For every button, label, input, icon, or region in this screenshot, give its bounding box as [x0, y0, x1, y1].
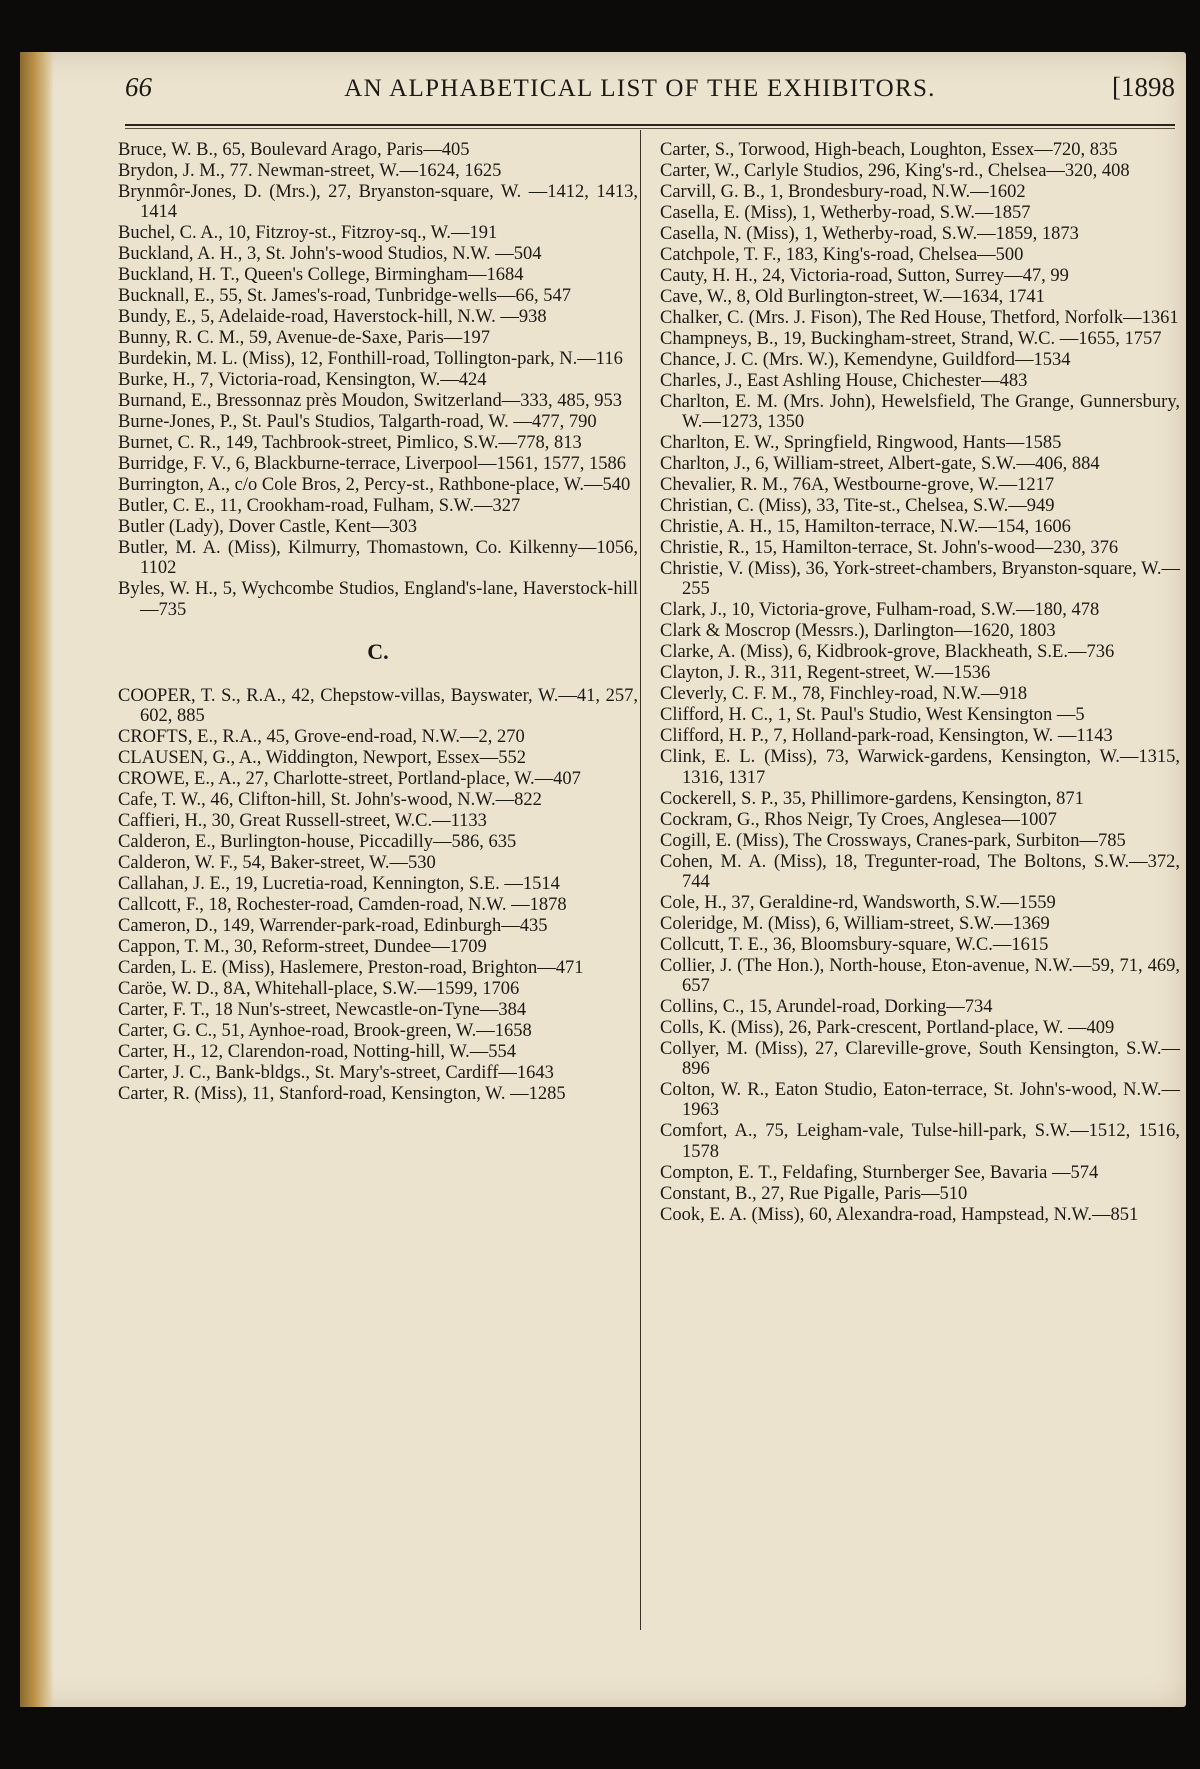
exhibitor-entry: Carvill, G. B., 1, Brondesbury-road, N.W.—1602	[660, 182, 1026, 202]
exhibitor-entry: Bucknall, E., 55, St. James's-road, Tunbridge-wells—66, 547	[118, 286, 571, 307]
exhibitor-entry: Collyer, M. (Miss), 27, Clareville-grove, South Kensington, S.W.—896	[660, 1039, 1180, 1080]
exhibitor-entry: Cohen, M. A. (Miss), 18, Tregunter-road, The Boltons, S.W.—372, 744	[660, 851, 1180, 892]
exhibitor-entry: Cauty, H. H., 24, Victoria-road, Sutton, Surrey—47, 99	[660, 266, 1069, 286]
exhibitor-entry: Cole, H., 37, Geraldine-rd, Wandsworth, S.W.—1559	[660, 892, 1056, 913]
exhibitor-entry: Burke, H., 7, Victoria-road, Kensington, W.—424	[118, 370, 487, 391]
exhibitor-entry: Cogill, E. (Miss), The Crossways, Cranes-park, Surbiton—785	[660, 830, 1126, 851]
exhibitor-entry: Clark, J., 10, Victoria-grove, Fulham-road, S.W.—180, 478	[660, 600, 1100, 621]
exhibitor-entry: Constant, B., 27, Rue Pigalle, Paris—510	[660, 1183, 968, 1204]
exhibitor-entry: Cockerell, S. P., 35, Phillimore-gardens, Kensington, 871	[660, 788, 1084, 809]
exhibitor-entry: Compton, E. T., Feldafing, Sturnberger See, Bavaria —574	[660, 1162, 1099, 1183]
exhibitor-entry: Chalker, C. (Mrs. J. Fison), The Red House, Thetford, Norfolk—1361	[660, 308, 1179, 328]
exhibitor-entry: Brynmôr-Jones, D. (Mrs.), 27, Bryanston-square, W. —1412, 1413, 1414	[118, 182, 638, 223]
exhibitor-entry: Caröe, W. D., 8A, Whitehall-place, S.W.—1599, 1706	[118, 979, 520, 1000]
exhibitor-entry: Clink, E. L. (Miss), 73, Warwick-gardens, Kensington, W.—1315, 1316, 1317	[660, 747, 1180, 788]
exhibitor-entry: Carden, L. E. (Miss), Haslemere, Preston-road, Brighton—471	[118, 958, 584, 979]
exhibitor-entry: COOPER, T. S., R.A., 42, Chepstow-villas, Bayswater, W.—41, 257, 602, 885	[118, 686, 638, 727]
exhibitor-entry: Butler, M. A. (Miss), Kilmurry, Thomastown, Co. Kilkenny—1056, 1102	[118, 538, 638, 579]
exhibitor-entry: Christie, V. (Miss), 36, York-street-chambers, Bryanston-square, W.—255	[660, 559, 1180, 600]
c-entries	[118, 686, 638, 1104]
exhibitor-entry: Butler (Lady), Dover Castle, Kent—303	[118, 517, 418, 538]
right-column	[660, 140, 1180, 1226]
exhibitor-entry: Charlton, J., 6, William-street, Albert-gate, S.W.—406, 884	[660, 454, 1100, 475]
exhibitor-entry: Cappon, T. M., 30, Reform-street, Dundee—1709	[118, 937, 487, 958]
exhibitor-entry: Bunny, R. C. M., 59, Avenue-de-Saxe, Paris—197	[118, 328, 491, 349]
exhibitor-entry: Cockram, G., Rhos Neigr, Ty Croes, Anglesea—1007	[660, 809, 1057, 830]
exhibitor-entry: Carter, S., Torwood, High-beach, Loughton, Essex—720, 835	[660, 140, 1118, 160]
exhibitor-entry: Burdekin, M. L. (Miss), 12, Fonthill-road, Tollington-park, N.—116	[118, 349, 623, 370]
exhibitor-entry: Cameron, D., 149, Warrender-park-road, Edinburgh—435	[118, 916, 548, 937]
exhibitor-entry: Cleverly, C. F. M., 78, Finchley-road, N.W.—918	[660, 684, 1028, 705]
exhibitor-entry: Bruce, W. B., 65, Boulevard Arago, Paris—405	[118, 140, 470, 160]
page-gutter	[20, 52, 54, 1707]
b-entries	[118, 140, 638, 620]
running-header	[125, 72, 1175, 116]
exhibitor-entry: Burridge, F. V., 6, Blackburne-terrace, Liverpool—1561, 1577, 1586	[118, 454, 627, 475]
exhibitor-entry: Cave, W., 8, Old Burlington-street, W.—1634, 1741	[660, 287, 1045, 307]
exhibitor-entry: Burnand, E., Bressonnaz près Moudon, Switzerland—333, 485, 953	[118, 391, 623, 412]
exhibitor-entry: Champneys, B., 19, Buckingham-street, Strand, W.C. —1655, 1757	[660, 329, 1162, 349]
exhibitor-entry: Charlton, E. M. (Mrs. John), Hewelsfield, The Grange, Gunnersbury, W.—1273, 1350	[660, 392, 1180, 433]
exhibitor-entry: CROWE, E., A., 27, Charlotte-street, Portland-place, W.—407	[118, 769, 581, 790]
exhibitor-entry: Burne-Jones, P., St. Paul's Studios, Talgarth-road, W. —477, 790	[118, 412, 597, 433]
exhibitor-entry: Carter, J. C., Bank-bldgs., St. Mary's-street, Cardiff—1643	[118, 1063, 554, 1084]
exhibitor-entry: Collier, J. (The Hon.), North-house, Eton-avenue, N.W.—59, 71, 469, 657	[660, 955, 1180, 997]
exhibitor-entry: Calderon, E., Burlington-house, Piccadilly—586, 635	[118, 832, 517, 853]
exhibitor-entry: CROFTS, E., R.A., 45, Grove-end-road, N.W.—2, 270	[118, 727, 525, 748]
exhibitor-entry: Burrington, A., c/o Cole Bros, 2, Percy-st., Rathbone-place, W.—540	[118, 475, 631, 496]
exhibitor-entry: Clifford, H. C., 1, St. Paul's Studio, West Kensington —5	[660, 705, 1085, 726]
exhibitor-entry: Carter, G. C., 51, Aynhoe-road, Brook-green, W.—1658	[118, 1021, 532, 1042]
book-page	[20, 52, 1186, 1707]
exhibitor-entry: Christie, A. H., 15, Hamilton-terrace, N.W.—154, 1606	[660, 517, 1071, 538]
exhibitor-entry: Coleridge, M. (Miss), 6, William-street, S.W.—1369	[660, 913, 1050, 934]
header-rule-thin	[125, 128, 1175, 129]
exhibitor-entry: Calderon, W. F., 54, Baker-street, W.—530	[118, 853, 436, 874]
exhibitor-entry: Collcutt, T. E., 36, Bloomsbury-square, W.C.—1615	[660, 934, 1049, 955]
header-rule	[125, 124, 1175, 126]
exhibitor-entry: Cook, E. A. (Miss), 60, Alexandra-road, Hampstead, N.W.—851	[660, 1204, 1139, 1225]
exhibitor-entry: Burnet, C. R., 149, Tachbrook-street, Pimlico, S.W.—778, 813	[118, 433, 582, 454]
exhibitor-entry: Caffieri, H., 30, Great Russell-street, W.C.—1133	[118, 811, 487, 832]
exhibitor-entry: Chevalier, R. M., 76A, Westbourne-grove, W.—1217	[660, 475, 1055, 496]
exhibitor-entry: Collins, C., 15, Arundel-road, Dorking—734	[660, 997, 993, 1018]
exhibitor-entry: Christie, R., 15, Hamilton-terrace, St. John's-wood—230, 376	[660, 538, 1119, 559]
exhibitor-entry: Christian, C. (Miss), 33, Tite-st., Chelsea, S.W.—949	[660, 496, 1055, 517]
exhibitor-entry: Buckland, A. H., 3, St. John's-wood Studios, N.W. —504	[118, 244, 542, 265]
exhibitor-entry: Colton, W. R., Eaton Studio, Eaton-terrace, St. John's-wood, N.W.—1963	[660, 1080, 1180, 1121]
page-number: 66	[125, 72, 152, 102]
c-entries-continued	[660, 140, 1180, 1225]
exhibitor-entry: Cafe, T. W., 46, Clifton-hill, St. John's-wood, N.W.—822	[118, 790, 542, 811]
year-label: [1898	[1112, 72, 1175, 102]
left-column	[118, 140, 638, 1105]
exhibitor-entry: Carter, H., 12, Clarendon-road, Notting-hill, W.—554	[118, 1042, 516, 1063]
exhibitor-entry: Colls, K. (Miss), 26, Park-crescent, Portland-place, W. —409	[660, 1018, 1115, 1039]
exhibitor-entry: Comfort, A., 75, Leigham-vale, Tulse-hill-park, S.W.—1512, 1516, 1578	[660, 1121, 1180, 1162]
exhibitor-entry: Callcott, F., 18, Rochester-road, Camden-road, N.W. —1878	[118, 895, 567, 916]
exhibitor-entry: Butler, C. E., 11, Crookham-road, Fulham, S.W.—327	[118, 496, 521, 517]
exhibitor-entry: Byles, W. H., 5, Wychcombe Studios, England's-lane, Haverstock-hill—735	[118, 579, 638, 620]
exhibitor-entry: Buckland, H. T., Queen's College, Birmingham—1684	[118, 265, 524, 286]
exhibitor-entry: Buchel, C. A., 10, Fitzroy-st., Fitzroy-sq., W.—191	[118, 223, 498, 244]
exhibitor-entry: Chance, J. C. (Mrs. W.), Kemendyne, Guildford—1534	[660, 350, 1071, 370]
exhibitor-entry: Casella, N. (Miss), 1, Wetherby-road, S.W.—1859, 1873	[660, 224, 1079, 244]
column-divider	[640, 130, 641, 1630]
exhibitor-entry: Clarke, A. (Miss), 6, Kidbrook-grove, Blackheath, S.E.—736	[660, 642, 1115, 663]
page-title: AN ALPHABETICAL LIST OF THE EXHIBITORS.	[344, 75, 936, 102]
exhibitor-entry: Bundy, E., 5, Adelaide-road, Haverstock-hill, N.W. —938	[118, 307, 547, 328]
exhibitor-entry: Casella, E. (Miss), 1, Wetherby-road, S.W.—1857	[660, 203, 1031, 223]
exhibitor-entry: CLAUSEN, G., A., Widdington, Newport, Essex—552	[118, 748, 526, 769]
exhibitor-entry: Catchpole, T. F., 183, King's-road, Chelsea—500	[660, 245, 1024, 265]
exhibitor-entry: Carter, R. (Miss), 11, Stanford-road, Kensington, W. —1285	[118, 1084, 566, 1105]
exhibitor-entry: Clark & Moscrop (Messrs.), Darlington—1620, 1803	[660, 621, 1056, 642]
exhibitor-entry: Carter, F. T., 18 Nun's-street, Newcastle-on-Tyne—384	[118, 1000, 527, 1021]
exhibitor-entry: Carter, W., Carlyle Studios, 296, King's-rd., Chelsea—320, 408	[660, 161, 1130, 181]
exhibitor-entry: Brydon, J. M., 77. Newman-street, W.—1624, 1625	[118, 161, 502, 181]
exhibitor-entry: Clayton, J. R., 311, Regent-street, W.—1536	[660, 663, 991, 684]
exhibitor-entry: Clifford, H. P., 7, Holland-park-road, Kensington, W. —1143	[660, 726, 1113, 747]
exhibitor-entry: Callahan, J. E., 19, Lucretia-road, Kennington, S.E. —1514	[118, 874, 560, 895]
section-letter-c: C.	[367, 638, 389, 664]
exhibitor-entry: Charles, J., East Ashling House, Chichester—483	[660, 371, 1028, 391]
exhibitor-entry: Charlton, E. W., Springfield, Ringwood, Hants—1585	[660, 433, 1062, 454]
